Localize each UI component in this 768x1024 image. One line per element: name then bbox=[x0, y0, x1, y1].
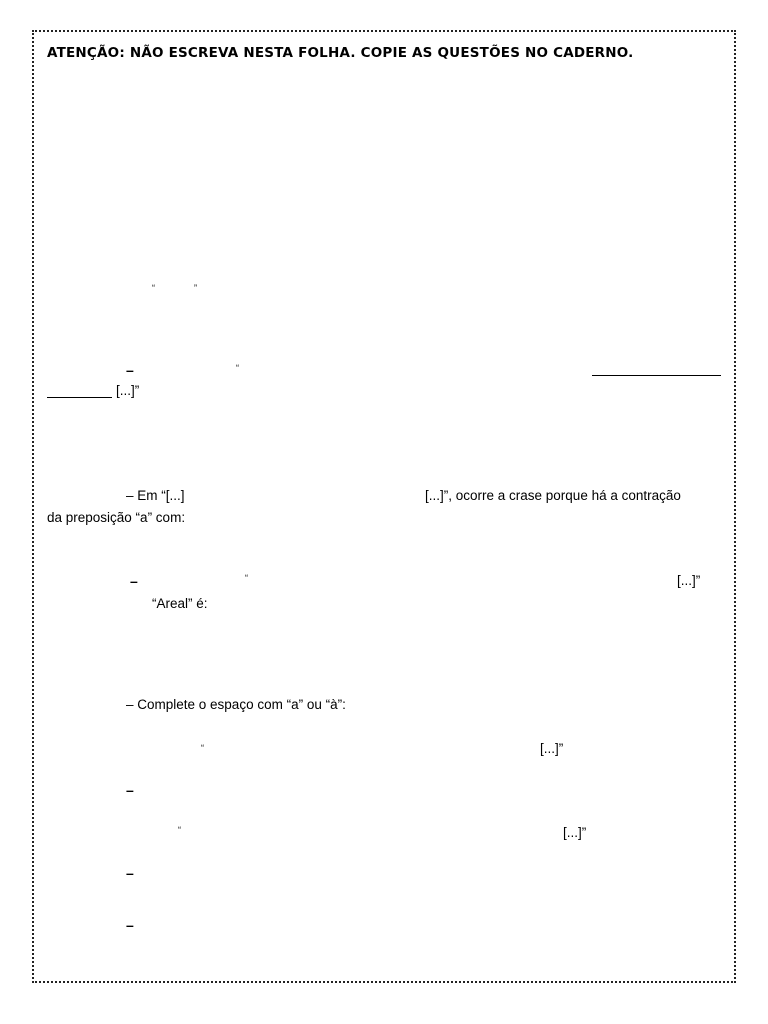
open-quote-5: “ bbox=[201, 743, 204, 753]
question-3-continuation: da preposição “a” com: bbox=[47, 510, 186, 525]
open-quote-2: “ bbox=[236, 363, 239, 373]
question-3-suffix: [...]”, ocorre a crase porque há a contração bbox=[425, 488, 681, 503]
answer-blank-line-2 bbox=[47, 397, 112, 398]
close-quote-1: ” bbox=[194, 283, 197, 293]
open-quote-4: “ bbox=[245, 573, 248, 583]
question-dash-8: – bbox=[126, 917, 134, 933]
answer-blank-line-1 bbox=[592, 375, 721, 376]
ellipsis-quote-5: [...]” bbox=[540, 741, 564, 756]
worksheet-border bbox=[32, 30, 736, 983]
question-dash-6: – bbox=[126, 782, 134, 798]
question-5-text: – Complete o espaço com “a” ou “à”: bbox=[126, 697, 346, 712]
question-3-prefix: – Em “[...] bbox=[126, 488, 185, 503]
question-dash-2: – bbox=[126, 362, 134, 378]
ellipsis-quote-4: [...]” bbox=[677, 573, 701, 588]
warning-header: ATENÇÃO: NÃO ESCREVA NESTA FOLHA. COPIE AS QUESTÕES NO CADERNO. bbox=[47, 45, 634, 61]
question-dash-7: – bbox=[126, 865, 134, 881]
ellipsis-quote-6: [...]” bbox=[563, 825, 587, 840]
ellipsis-quote-2: [...]” bbox=[116, 383, 140, 398]
question-4-subline: “Areal” é: bbox=[152, 596, 208, 611]
open-quote-1: “ bbox=[152, 283, 155, 293]
open-quote-6: “ bbox=[178, 825, 181, 835]
question-dash-4: – bbox=[130, 573, 138, 589]
